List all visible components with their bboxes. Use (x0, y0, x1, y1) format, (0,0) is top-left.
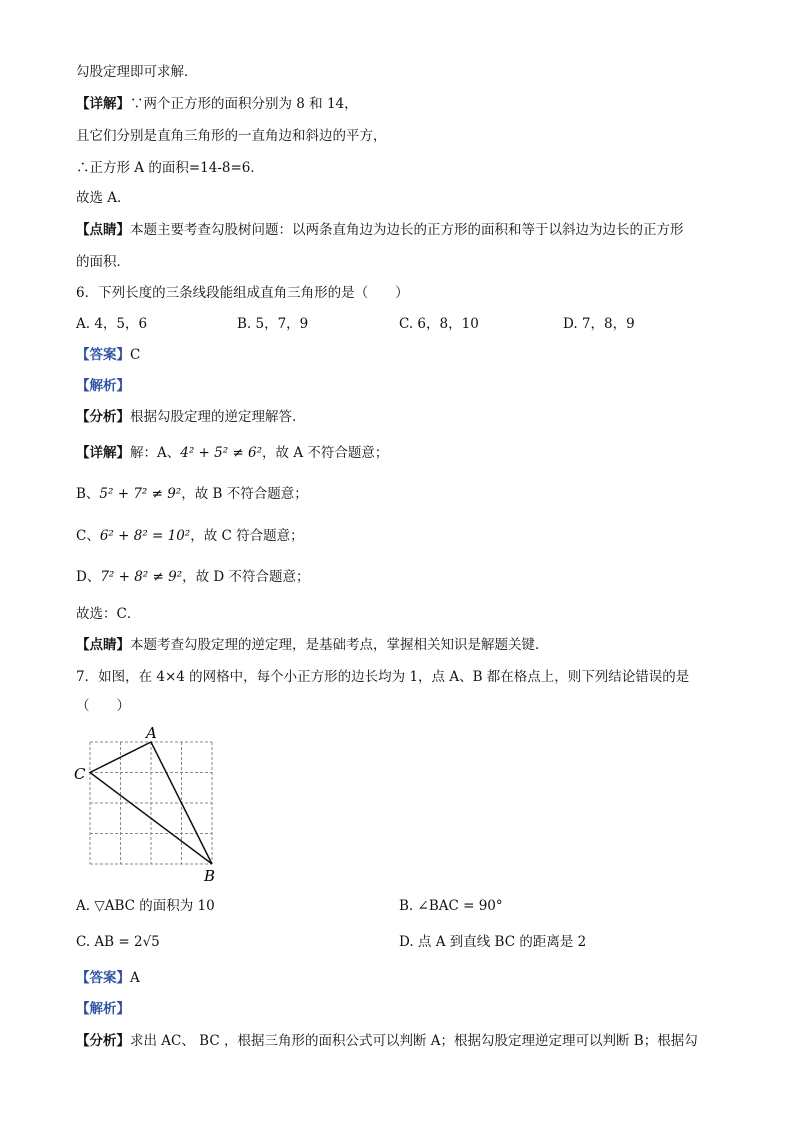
q6-option-b: B. 5，7，9 (237, 316, 309, 332)
q7-stem: 7．如图，在 4×4 的网格中，每个小正方形的边长均为 1，点 A、B 都在格点上，则下列结论错误的是 (76, 669, 690, 685)
dianjing-tag: 【点睛】 (76, 222, 130, 238)
q6-option-d: D. 7，8，9 (563, 316, 635, 332)
q6-conclusion: 故选：C． (76, 606, 141, 622)
label-a: A (146, 724, 157, 742)
text-line: 的面积． (76, 254, 130, 270)
q7-fenxi: 【分析】求出 AC、 BC ，根据三角形的面积公式可以判断 A；根据勾股定理逆定理可以判断 B；根据勾 (76, 1033, 698, 1049)
q6-analysis: 【解析】 (76, 378, 130, 394)
q6-dianjing: 【点睛】本题考查勾股定理的逆定理，是基础考点，掌握相关知识是解题关键． (76, 637, 549, 653)
text-line: 勾股定理即可求解． (76, 64, 198, 80)
label-b: B (204, 867, 216, 885)
q6-answer: 【答案】C (76, 347, 141, 363)
q7-option-b: B. ∠BAC = 90° (399, 898, 503, 914)
q6-option-a: A. 4，5，6 (76, 316, 148, 332)
q6-xiangjie-b: B、5² + 7² ≠ 9²，故 B 不符合题意； (76, 486, 308, 502)
text-line: 【点睛】本题主要考查勾股树问题：以两条直角边为边长的正方形的面积和等于以斜边为边长的正方形 (76, 222, 684, 238)
q7-option-a: A. ▽ABC 的面积为 10 (76, 898, 215, 914)
q7-option-c: C. AB = 2√5 (76, 934, 160, 950)
math-expression: 5² + 7² ≠ 9² (99, 486, 182, 502)
math-expression: 4² + 5² ≠ 6² (180, 445, 263, 461)
q6-xiangjie-a: 【详解】解：A、4² + 5² ≠ 6²，故 A 不符合题意； (76, 445, 389, 461)
text-line: 【详解】∵两个正方形的面积分别为 8 和 14， (76, 96, 358, 112)
q7-stem-paren: （ ） (76, 698, 130, 714)
q7-analysis: 【解析】 (76, 1001, 130, 1017)
math-expression: 7² + 8² ≠ 9² (100, 569, 183, 585)
xiangjie-tag: 【详解】 (76, 96, 130, 112)
q6-xiangjie-d: D、7² + 8² ≠ 9²，故 D 不符合题意； (76, 569, 310, 585)
grid-triangle-figure (70, 722, 230, 887)
q6-fenxi: 【分析】根据勾股定理的逆定理解答． (76, 409, 306, 425)
q7-option-d: D. 点 A 到直线 BC 的距离是 2 (399, 934, 587, 950)
text-line: ∴正方形 A 的面积=14-8=6． (76, 160, 264, 176)
q6-xiangjie-c: C、6² + 8² = 10²，故 C 符合题意； (76, 528, 304, 544)
q6-stem: 6．下列长度的三条线段能组成直角三角形的是（ ） (76, 285, 409, 301)
math-expression: 6² + 8² = 10² (99, 528, 191, 544)
label-c: C (74, 765, 86, 783)
dashed-grid (90, 742, 212, 864)
q6-option-c: C. 6，8，10 (399, 316, 479, 332)
text-line: 且它们分别是直角三角形的一直角边和斜边的平方， (76, 128, 387, 144)
text-line: 故选 A． (76, 190, 131, 206)
q7-answer: 【答案】A (76, 970, 140, 986)
